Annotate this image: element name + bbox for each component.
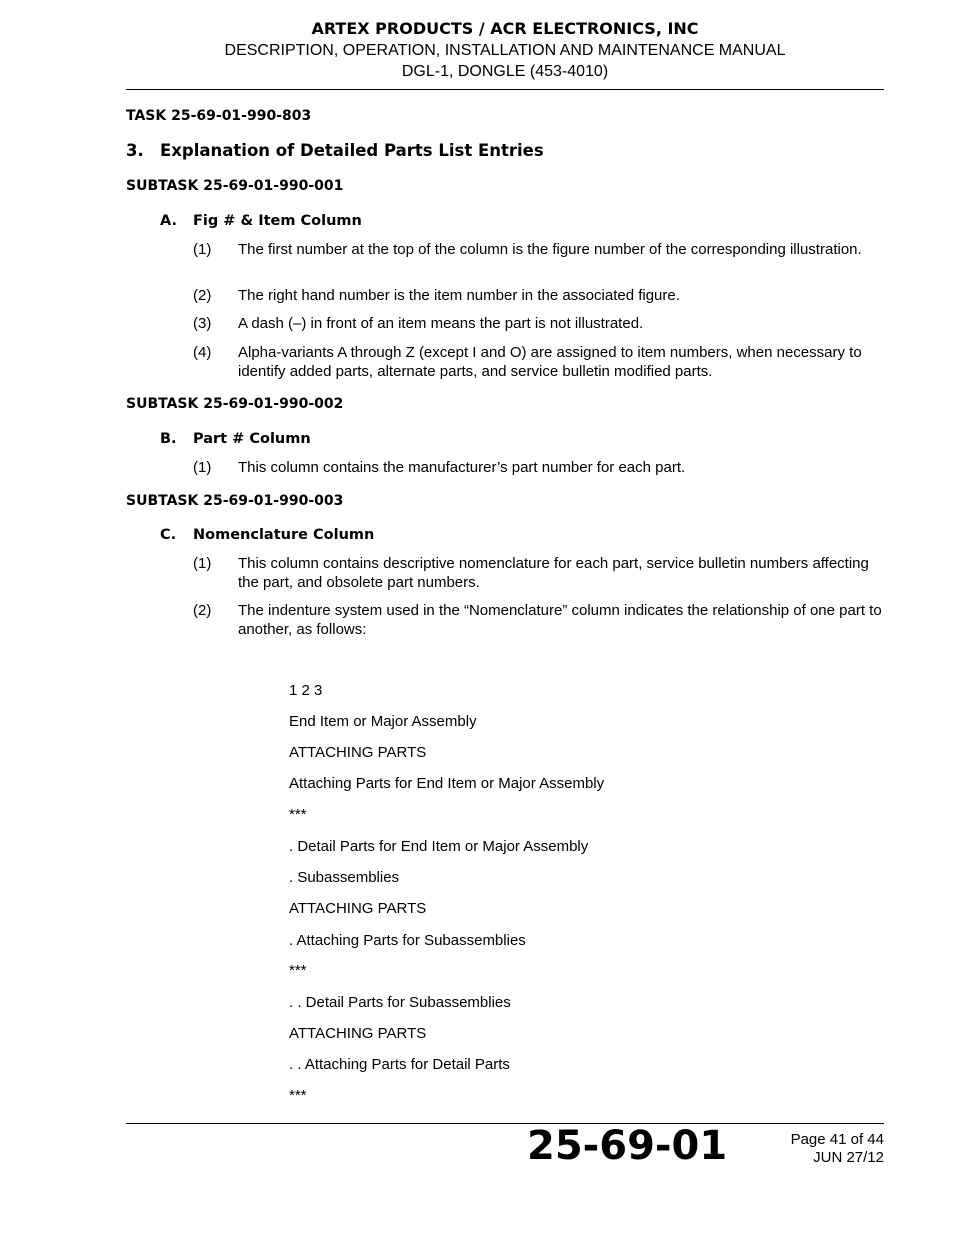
indenture-line: *** — [289, 806, 307, 823]
indenture-line: ATTACHING PARTS — [289, 744, 427, 761]
list-item — [193, 343, 888, 381]
section-number: 3. — [126, 141, 144, 160]
manual-title: DESCRIPTION, OPERATION, INSTALLATION AND MAINTENANCE MANUAL — [224, 42, 786, 59]
indenture-line: . Attaching Parts for Subassemblies — [289, 932, 526, 949]
page-header — [126, 18, 884, 82]
item-text: A dash (–) in front of an item means the part is not illustrated. — [238, 315, 644, 332]
subsection-letter: A. — [160, 213, 177, 229]
page-number: Page 41 of 44 — [790, 1131, 884, 1148]
indenture-line: . . Attaching Parts for Detail Parts — [289, 1056, 510, 1073]
item-text: Alpha-variants A through Z (except I and O) are assigned to item numbers, when necessary to identify added parts, alternate parts, and service bulletin modified parts. — [238, 344, 862, 380]
subsection-letter: C. — [160, 527, 177, 543]
document-code: 25-69-01 — [527, 1123, 728, 1169]
task-label: TASK 25-69-01-990-803 — [126, 108, 312, 124]
indenture-line: Attaching Parts for End Item or Major Assembly — [289, 775, 605, 792]
item-number: (4) — [193, 344, 212, 361]
list-item — [193, 286, 888, 305]
footer-divider — [126, 1123, 884, 1124]
list-item — [193, 240, 888, 259]
indenture-line: ATTACHING PARTS — [289, 900, 427, 917]
indenture-line: 1 2 3 — [289, 682, 323, 699]
subtask-label: SUBTASK 25-69-01-990-002 — [126, 396, 344, 412]
indenture-line: *** — [289, 1087, 307, 1104]
item-number: (2) — [193, 602, 212, 619]
indenture-line: End Item or Major Assembly — [289, 713, 477, 730]
item-text: The indenture system used in the “Nomenclature” column indicates the relationship of one part to another, as follows: — [238, 602, 882, 638]
item-text: The first number at the top of the column is the figure number of the corresponding illustration. — [238, 241, 862, 258]
item-number: (1) — [193, 241, 212, 258]
item-text: This column contains the manufacturer’s part number for each part. — [238, 459, 686, 476]
list-item — [193, 554, 888, 592]
indenture-line: ATTACHING PARTS — [289, 1025, 427, 1042]
indenture-line: . Subassemblies — [289, 869, 400, 886]
item-number: (1) — [193, 555, 212, 572]
item-number: (1) — [193, 459, 212, 476]
indenture-line: . Detail Parts for End Item or Major Assembly — [289, 838, 589, 855]
header-divider — [126, 89, 884, 90]
item-text: The right hand number is the item number in the associated figure. — [238, 287, 680, 304]
subsection-title: Nomenclature Column — [193, 527, 375, 543]
subsection-letter: B. — [160, 431, 177, 447]
page-info — [791, 1131, 884, 1167]
subtask-label: SUBTASK 25-69-01-990-003 — [126, 493, 344, 509]
revision-date: JUN 27/12 — [813, 1149, 884, 1166]
indenture-line: . . Detail Parts for Subassemblies — [289, 994, 511, 1011]
indenture-line: *** — [289, 962, 307, 979]
subsection-title: Fig # & Item Column — [193, 213, 362, 229]
item-number: (2) — [193, 287, 212, 304]
item-text: This column contains descriptive nomenclature for each part, service bulletin numbers affecting the part, and obsolete part numbers. — [238, 555, 869, 591]
list-item — [193, 314, 888, 333]
subtask-label: SUBTASK 25-69-01-990-001 — [126, 178, 344, 194]
model-name: DGL-1, DONGLE (453-4010) — [401, 63, 609, 80]
section-title: Explanation of Detailed Parts List Entries — [160, 141, 544, 160]
item-number: (3) — [193, 315, 212, 332]
company-name: ARTEX PRODUCTS / ACR ELECTRONICS, INC — [311, 19, 699, 38]
list-item — [193, 458, 888, 477]
list-item — [193, 601, 888, 639]
subsection-title: Part # Column — [193, 431, 311, 447]
